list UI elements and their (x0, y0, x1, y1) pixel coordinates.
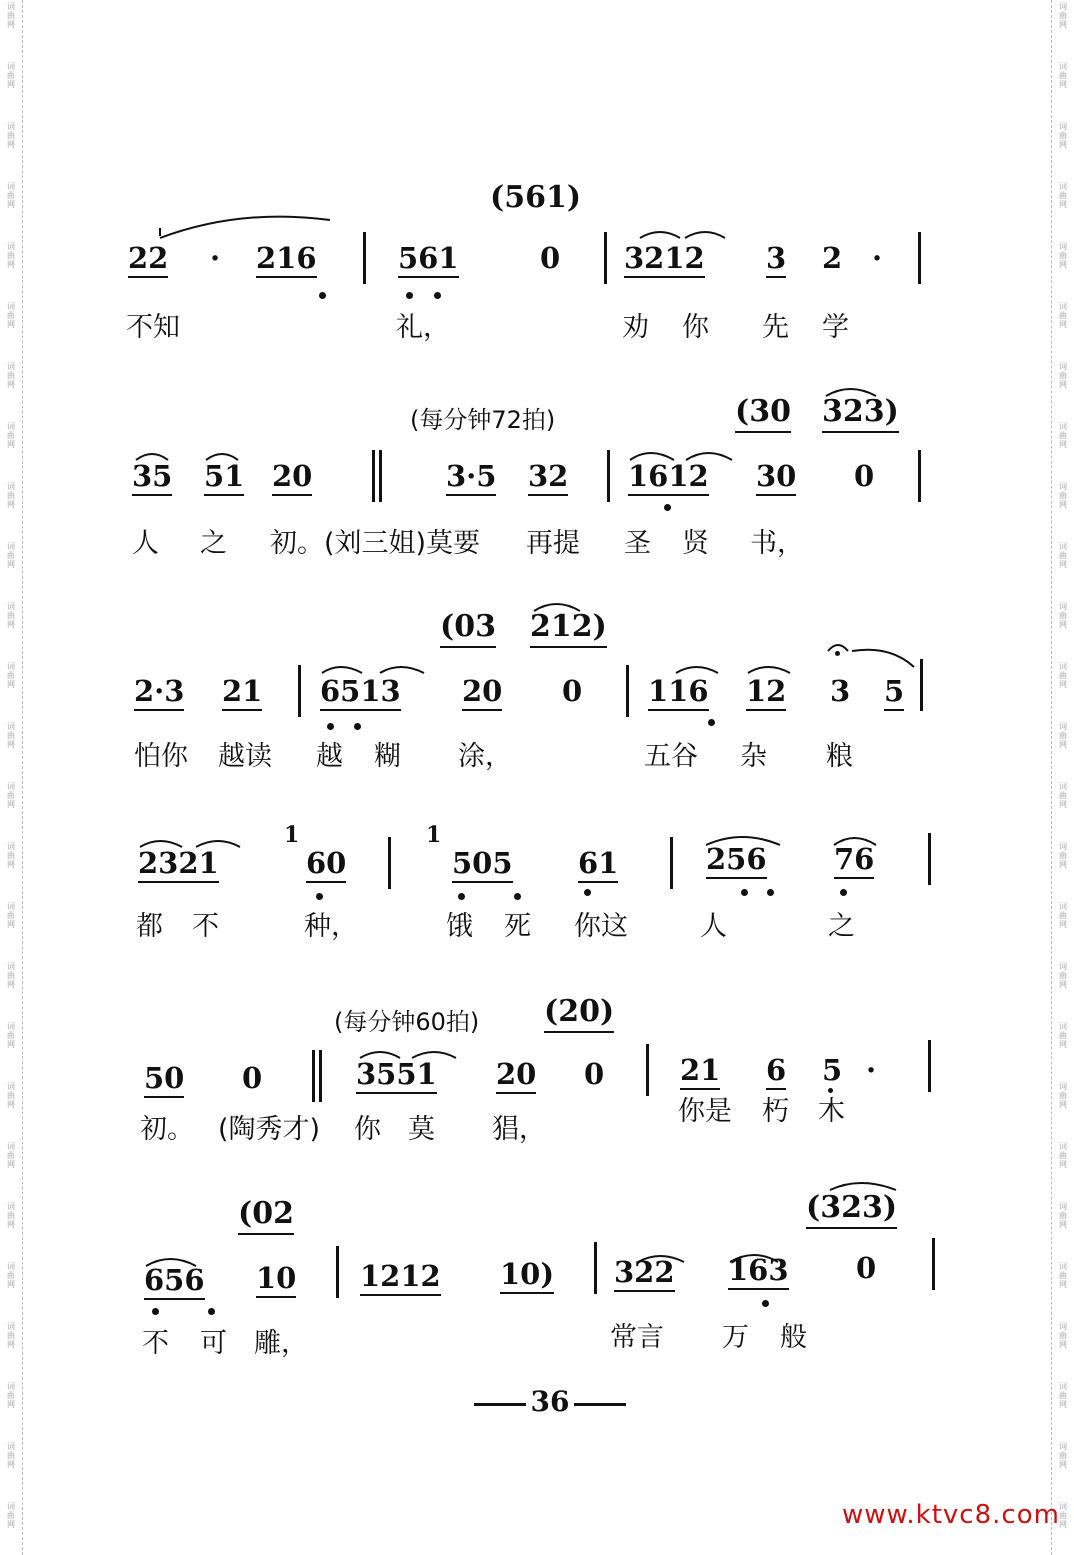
lyric: 不 (192, 911, 219, 942)
note-group: 5 (884, 675, 904, 711)
watermark-glyphs: 词 曲 网 (1059, 602, 1067, 629)
bar-line (388, 837, 391, 889)
lower-octave-dot (840, 889, 847, 896)
note-group: 60 (306, 847, 346, 883)
bar-line (626, 665, 629, 717)
watermark-glyphs: 词 曲 网 (1059, 1442, 1067, 1469)
note-group: 2321 (138, 847, 219, 883)
watermark-glyphs: 词 曲 网 (1059, 122, 1067, 149)
watermark-glyphs: 词 曲 网 (1059, 1202, 1067, 1229)
lyric: 之 (200, 528, 227, 559)
watermark-glyphs: 词 曲 网 (7, 1322, 15, 1349)
watermark-glyphs: 词 曲 网 (7, 182, 15, 209)
note-group: 6513 (320, 675, 401, 711)
note-group: 22 (128, 242, 168, 278)
tempo-marking: (每分钟72拍) (410, 406, 556, 434)
watermark-glyphs: 词 曲 网 (7, 1382, 15, 1409)
watermark-glyphs: 词 曲 网 (1059, 1142, 1067, 1169)
note-group: 322 (614, 1256, 675, 1292)
note-group: 0 (856, 1251, 877, 1285)
grace-note: 1 (284, 822, 300, 848)
watermark-glyphs: 词 曲 网 (7, 2, 15, 29)
note-group: 76 (834, 843, 874, 879)
parenthetical-notes: (02 (238, 1196, 294, 1235)
lower-octave-dot (767, 889, 774, 896)
lyric: 初。(刘三姐)莫要 (270, 528, 481, 559)
lyric: 雕， (254, 1328, 308, 1359)
lyric: 涂， (458, 741, 512, 772)
lower-octave-dot (458, 893, 465, 900)
note-group: 6 (766, 1054, 786, 1090)
parenthetical-notes: (20) (544, 994, 614, 1033)
parenthetical-notes: (323) (806, 1190, 897, 1229)
lower-octave-dot (708, 719, 715, 726)
note-group: 163 (728, 1254, 789, 1290)
watermark-glyphs: 词 曲 网 (7, 842, 15, 869)
lyric: 杂 (740, 741, 767, 772)
note-group: 10) (500, 1258, 554, 1294)
lyric: 万 (722, 1322, 749, 1353)
lower-octave-dot (319, 292, 326, 299)
watermark-glyphs: 词 曲 网 (1059, 542, 1067, 569)
lyric: 再提 (526, 528, 580, 559)
lyric: 圣 (624, 528, 651, 559)
score-line-5 (0, 992, 1074, 1152)
watermark-glyphs: 词 曲 网 (1059, 2, 1067, 29)
bar-line (607, 450, 610, 502)
note-group: 5 (822, 1053, 843, 1087)
fermata-dot (835, 651, 840, 656)
note-group: 116 (648, 675, 709, 711)
lyric: 都 (136, 911, 163, 942)
lyric: 五谷 (644, 741, 698, 772)
watermark-glyphs: 词 曲 网 (7, 1022, 15, 1049)
tempo-marking: (每分钟60拍) (334, 1008, 480, 1036)
bar-line (594, 1242, 597, 1294)
note-group: 51 (204, 460, 244, 496)
bar-line (646, 1044, 649, 1096)
lyric: 初。 (140, 1114, 194, 1145)
bar-line (604, 232, 607, 284)
note-group: 20 (272, 460, 312, 496)
lower-octave-dot (327, 723, 334, 730)
watermark-glyphs: 词 曲 网 (7, 662, 15, 689)
lyric: 木 (818, 1096, 845, 1127)
watermark-glyphs: 词 曲 网 (1059, 62, 1067, 89)
watermark-glyphs: 词 曲 网 (7, 482, 15, 509)
lower-octave-dot (208, 1308, 215, 1315)
note-group: 0 (242, 1061, 263, 1095)
watermark-glyphs: 词 曲 网 (1059, 362, 1067, 389)
lyric: 种， (304, 911, 358, 942)
lyric: 书， (750, 528, 804, 559)
lyric: 可 (200, 1328, 227, 1359)
lyric: 劝 (622, 312, 649, 343)
note-group: 0 (584, 1057, 605, 1091)
lyric: 之 (828, 911, 855, 942)
note-group: 21 (222, 675, 262, 711)
watermark-glyphs: 词 曲 网 (1059, 482, 1067, 509)
score-line-4 (0, 815, 1074, 955)
watermark-glyphs: 词 曲 网 (1059, 722, 1067, 749)
note-group: · (866, 1053, 877, 1087)
lyric: 你 (682, 312, 709, 343)
note-group: 1612 (628, 460, 709, 496)
parenthetical-notes: (03 (440, 609, 496, 648)
lyric: 人 (700, 911, 727, 942)
watermark-glyphs: 词 曲 网 (7, 1442, 15, 1469)
lower-octave-dot (584, 889, 591, 896)
lyric: 学 (822, 312, 849, 343)
note-group: · (872, 241, 883, 275)
note-group: 3212 (624, 242, 705, 278)
parenthetical-notes: 212) (530, 609, 607, 648)
lyric: 你 (354, 1114, 381, 1145)
watermark-glyphs: 词 曲 网 (7, 122, 15, 149)
lyric: 人 (132, 528, 159, 559)
lower-octave-dot (762, 1300, 769, 1307)
note-group: 32 (528, 460, 568, 496)
lower-octave-dot (316, 893, 323, 900)
bar-line (932, 1238, 935, 1290)
bar-line (670, 837, 673, 889)
watermark-glyphs: 词 曲 网 (1059, 302, 1067, 329)
double-bar-line (372, 450, 382, 502)
watermark-glyphs: 词 曲 网 (1059, 902, 1067, 929)
parenthetical-notes: (561) (490, 180, 582, 215)
watermark-glyphs: 词 曲 网 (1059, 1022, 1067, 1049)
bar-line (928, 1040, 931, 1092)
note-group: 50 (144, 1062, 184, 1098)
lyric: 死 (504, 911, 531, 942)
note-group: 35 (132, 460, 172, 496)
bar-line (928, 833, 931, 885)
lyric: 怕你 (134, 741, 188, 772)
lower-octave-dot (514, 893, 521, 900)
note-group: 20 (462, 675, 502, 711)
watermark-glyphs: 词 曲 网 (7, 602, 15, 629)
watermark-glyphs: 词 曲 网 (1059, 962, 1067, 989)
note-group: 1212 (360, 1260, 441, 1296)
watermark-glyphs: 词 曲 网 (7, 422, 15, 449)
watermark-glyphs: 词 曲 网 (1059, 662, 1067, 689)
watermark-glyphs: 词 曲 网 (7, 962, 15, 989)
watermark-glyphs: 词 曲 网 (7, 362, 15, 389)
note-group: 12 (746, 675, 786, 711)
watermark-glyphs: 词 曲 网 (7, 62, 15, 89)
watermark-glyphs: 词 曲 网 (7, 902, 15, 929)
watermark-glyphs: 词 曲 网 (7, 1082, 15, 1109)
grace-note: 1 (426, 822, 442, 848)
watermark-glyphs: 词 曲 网 (7, 1502, 15, 1529)
parenthetical-notes: 323) (822, 394, 899, 433)
note-group: 21 (680, 1054, 720, 1090)
lower-octave-dot (354, 723, 361, 730)
lyric: 你这 (574, 911, 628, 942)
watermark-glyphs: 词 曲 网 (1059, 1382, 1067, 1409)
lyric: 先 (762, 312, 789, 343)
lyric: 越读 (218, 741, 272, 772)
watermark-glyphs: 词 曲 网 (1059, 1502, 1067, 1529)
bar-line (336, 1246, 339, 1298)
lower-octave-dot (664, 504, 671, 511)
lower-octave-dot (434, 292, 441, 299)
watermark-glyphs: 词 曲 网 (1059, 782, 1067, 809)
lower-octave-dot (406, 292, 413, 299)
watermark-glyphs: 词 曲 网 (7, 1262, 15, 1289)
note-group: 0 (540, 241, 561, 275)
note-group: 20 (496, 1058, 536, 1094)
score-line-1 (0, 180, 1074, 350)
lyric: 常言 (610, 1322, 664, 1353)
page-number: 36 (470, 1385, 630, 1418)
lyric: (陶秀才) (218, 1114, 321, 1145)
note-group: 0 (562, 674, 583, 708)
score-line-2 (0, 392, 1074, 567)
note-group: 561 (398, 242, 459, 278)
note-group: 2·3 (134, 675, 184, 711)
lyric: 不 (142, 1328, 169, 1359)
bar-line (298, 665, 301, 717)
note-group: 3 (830, 674, 851, 708)
lyric: 不知 (126, 312, 180, 343)
note-group: 216 (256, 242, 317, 278)
note-group: 3·5 (446, 460, 496, 496)
note-group: 3551 (356, 1058, 437, 1094)
watermark-glyphs: 词 曲 网 (1059, 182, 1067, 209)
lyric: 朽 (762, 1096, 789, 1127)
note-group: 656 (144, 1264, 205, 1300)
bar-line (363, 232, 366, 284)
watermark-glyphs: 词 曲 网 (7, 722, 15, 749)
bar-line (920, 659, 923, 711)
lower-octave-dot (152, 1308, 159, 1315)
lyric: 礼， (396, 312, 450, 343)
note-group: 3 (766, 242, 786, 278)
lyric: 莫 (408, 1114, 435, 1145)
note-group: 0 (854, 459, 875, 493)
lyric: 糊 (374, 741, 401, 772)
note-group: 2 (822, 241, 843, 275)
site-watermark: www.ktvc8.com (842, 1500, 1060, 1530)
watermark-glyphs: 词 曲 网 (1059, 1322, 1067, 1349)
watermark-glyphs: 词 曲 网 (7, 782, 15, 809)
watermark-glyphs: 词 曲 网 (7, 542, 15, 569)
watermark-glyphs: 词 曲 网 (1059, 242, 1067, 269)
double-bar-line (312, 1050, 322, 1102)
lyric: 越 (316, 741, 343, 772)
parenthetical-notes: (30 (735, 394, 791, 433)
lyric: 般 (780, 1322, 807, 1353)
watermark-glyphs: 词 曲 网 (7, 242, 15, 269)
note-group: · (210, 241, 221, 275)
bar-line (918, 232, 921, 284)
lyric: 粮 (826, 741, 853, 772)
watermark-glyphs: 词 曲 网 (7, 1202, 15, 1229)
score-line-3 (0, 605, 1074, 780)
watermark-glyphs: 词 曲 网 (1059, 422, 1067, 449)
lower-octave-dot (741, 889, 748, 896)
watermark-glyphs: 词 曲 网 (1059, 1262, 1067, 1289)
bar-line (918, 450, 921, 502)
lyric: 饿 (446, 911, 473, 942)
note-group: 30 (756, 460, 796, 496)
note-group: 10 (256, 1262, 296, 1298)
lyric: 猖， (492, 1114, 546, 1145)
watermark-glyphs: 词 曲 网 (1059, 842, 1067, 869)
lyric: 你是 (678, 1096, 732, 1127)
watermark-glyphs: 词 曲 网 (1059, 1082, 1067, 1109)
note-group: 61 (578, 847, 618, 883)
note-group: 505 (452, 847, 513, 883)
lower-octave-dot (828, 1088, 833, 1093)
watermark-glyphs: 词 曲 网 (7, 302, 15, 329)
lyric: 贤 (682, 528, 709, 559)
score-line-6 (0, 1190, 1074, 1370)
watermark-glyphs: 词 曲 网 (7, 1142, 15, 1169)
note-group: 256 (706, 843, 767, 879)
